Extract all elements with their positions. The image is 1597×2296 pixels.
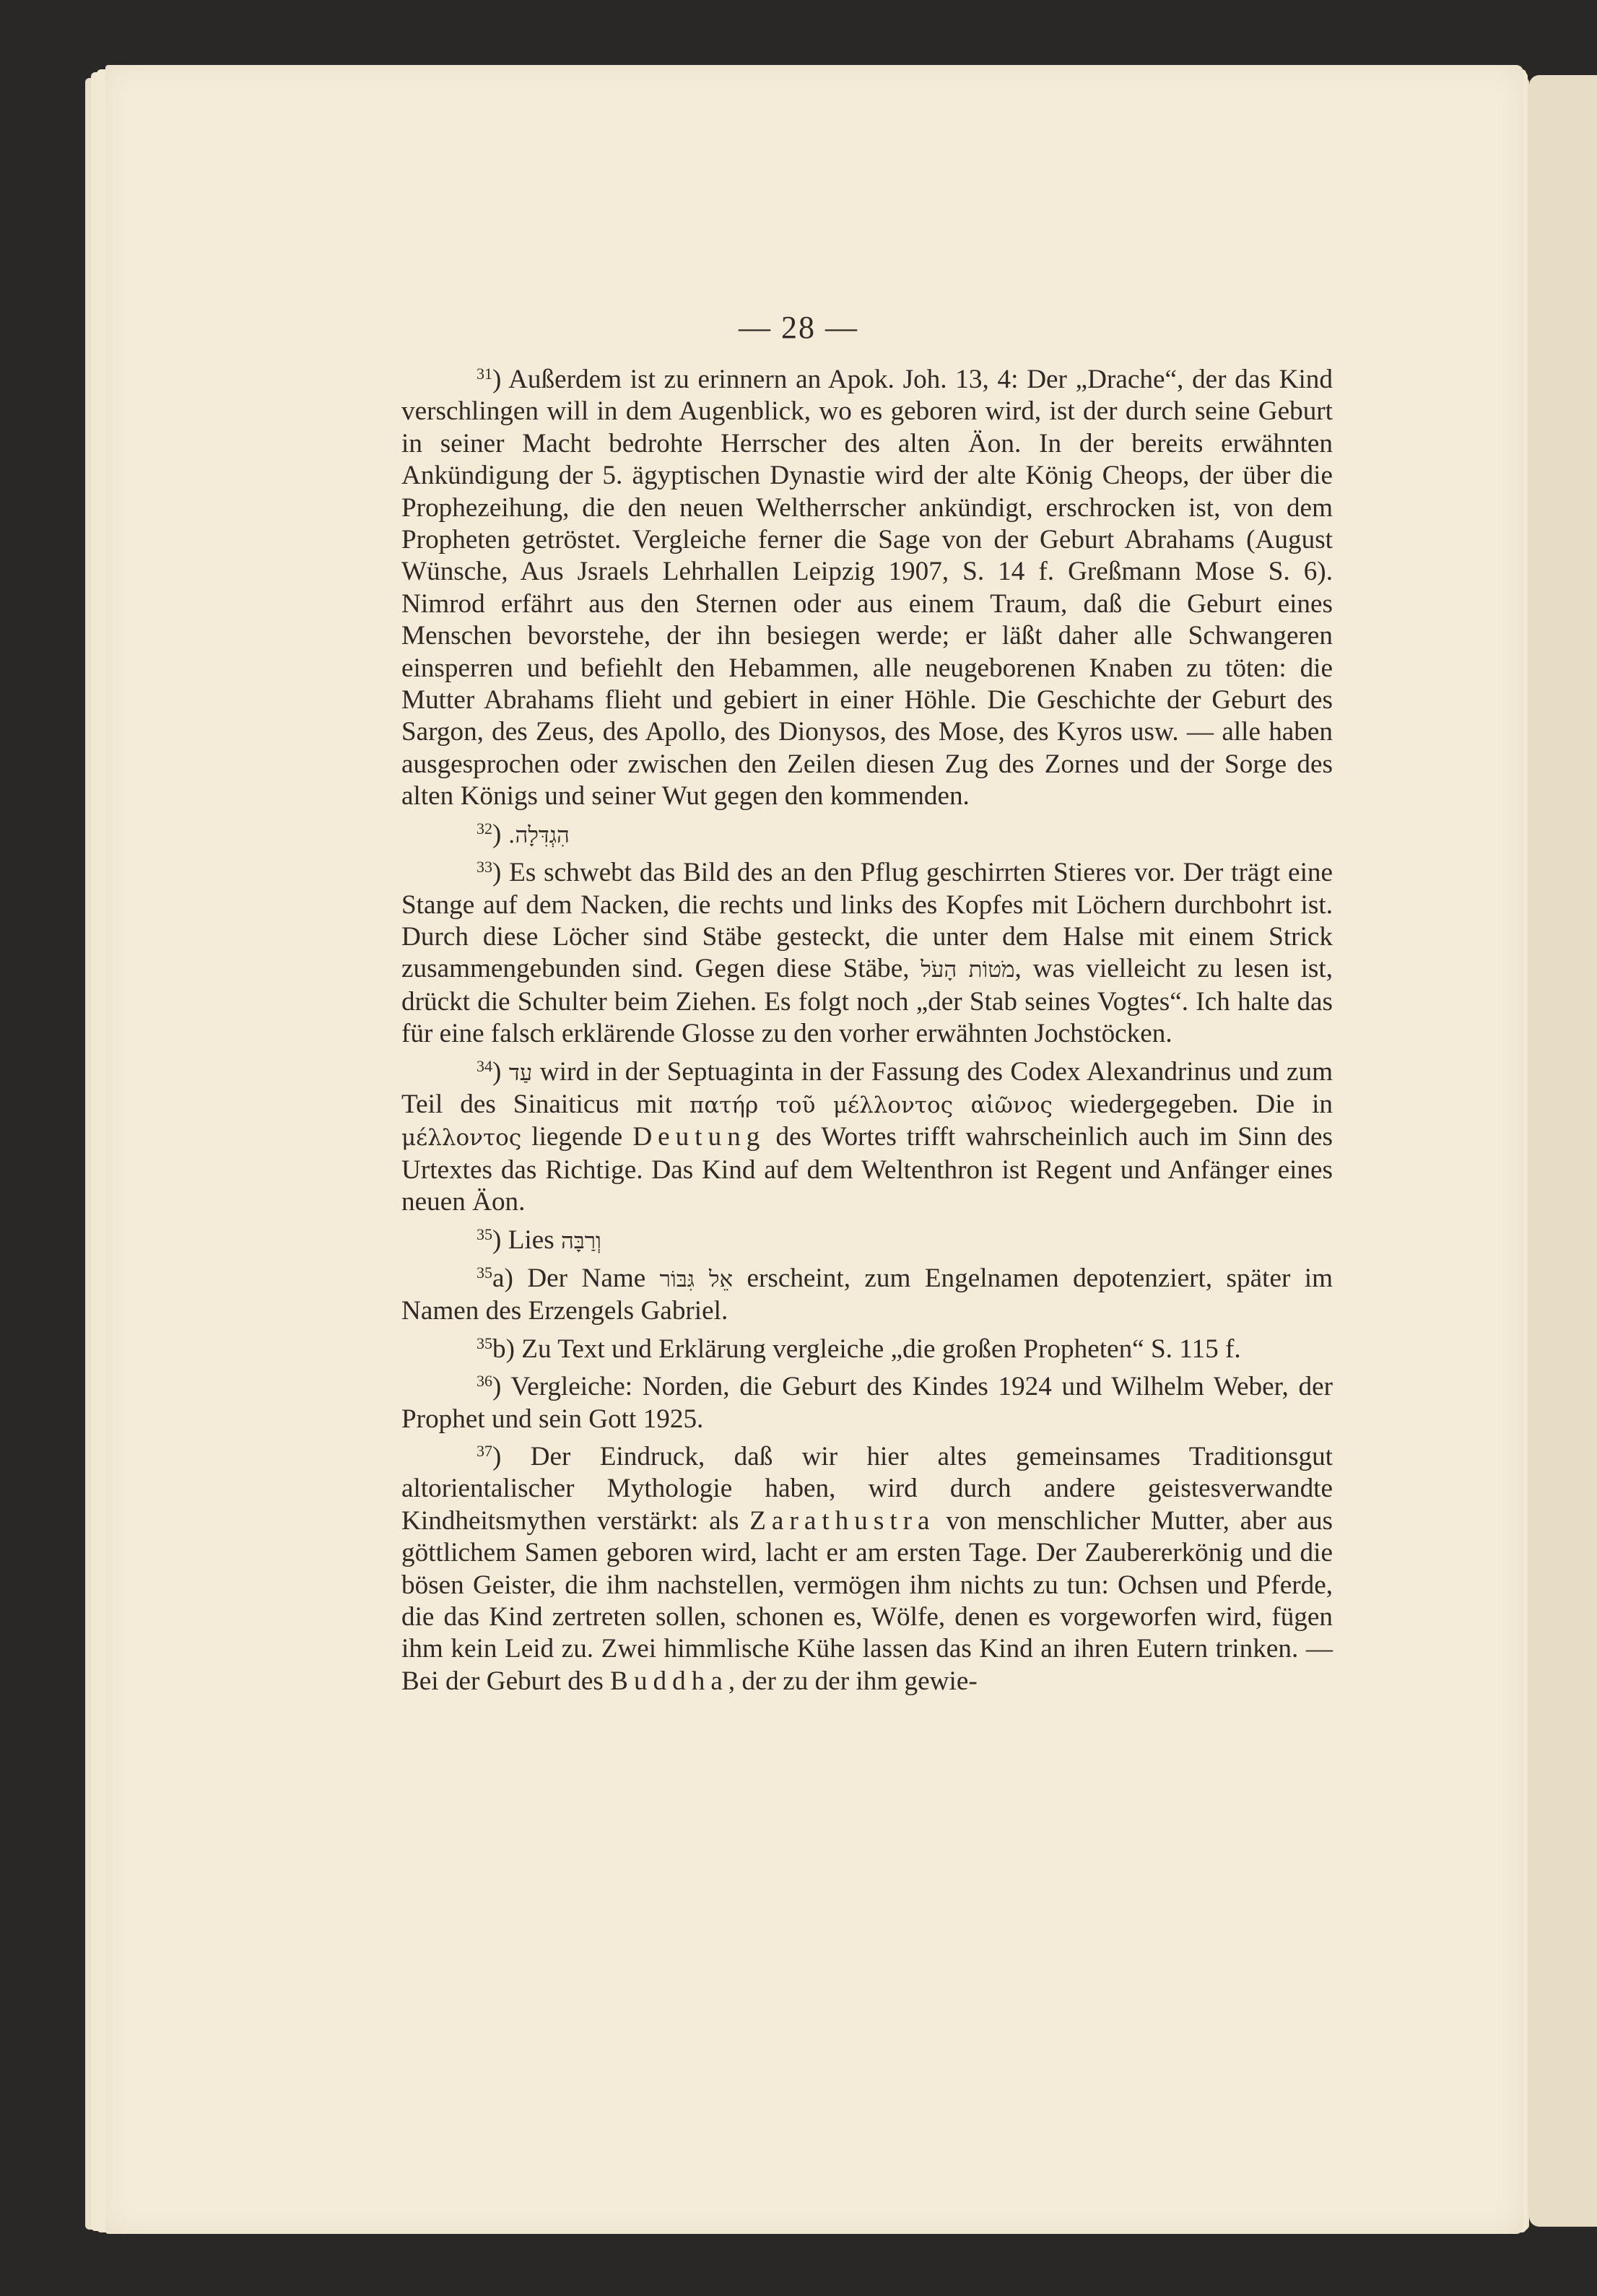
footnote-text: wird in der Septuaginta in der Fassung des Codex Alexandrinus und zum Teil des Sinaiticus mit bbox=[401, 1056, 1333, 1119]
footnotes bbox=[401, 364, 1333, 1703]
footnote-marker: 33 bbox=[477, 858, 492, 877]
footnote-suffix: a bbox=[492, 1263, 505, 1293]
footnote-text: des Wortes trifft wahrscheinlich auch im Sinn des Urtextes das Richtige. Das Kind auf dem Weltenthron ist Regent und Anfänger eines neuen Äon. bbox=[401, 1122, 1333, 1217]
footnote-text: Vergleiche: Norden, die Geburt des Kindes 1924 und Wilhelm Weber, der Prophet und sein Gott 1925. bbox=[401, 1372, 1333, 1434]
hebrew-word: אֵל גִּבּוֹר bbox=[659, 1266, 734, 1292]
footnote-marker: 34 bbox=[477, 1056, 492, 1075]
greek-phrase: πατήρ τοῦ μέλλοντος αἰῶνος bbox=[689, 1092, 1053, 1118]
page-number: — 28 — bbox=[739, 310, 858, 345]
footnote-34: $^{34}$) עַד wird in der Septuaginta in der Fassung des Codex Alexandrinus und zum Teil des Sinaiticus mit πατήρ τοῦ μέλλοντος αἰῶνος wiedergegeben. Die in μέλλοντος liegende Deutung des Wortes trifft wahrscheinlich auch im Sinn des Urtextes das Richtige. Das Kind auf dem Weltenthron ist Regent und Anfänger eines neuen Äon. bbox=[401, 1056, 1333, 1217]
footnote-text: Es schwebt das Bild des an den Pflug geschirrten Stieres vor. Der trägt eine Stange auf dem Nacken, die rechts und links des Kopfes mit Löchern durchbohrt ist. Durch diese Löcher sind Stäbe gesteckt, die unter dem Halse mit einem Strick zusammengebunden sind. Gegen diese Stäbe, bbox=[401, 858, 1333, 984]
footnote-text: , der zu der ihm gewie- bbox=[728, 1666, 978, 1696]
footnote-32: $^{32}$) הִגְדִּלָה. bbox=[477, 819, 570, 849]
footnote-37: $^{37}$) Der Eindruck, daß wir hier altes gemeinsames Traditionsgut altorientalischer Mythologie haben, wird durch andere geistesverwandte Kindheitsmythen verstärkt: als Zarathustra von menschlicher Mutter, aber aus göttlichem Samen geboren wird, lacht er am ersten Tage. Der Zaubererkönig und die bösen Geister, die ihm nachstellen, vermögen ihm nichts zu tun: Ochsen und Pferde, die das Kind zertreten sollen, schonen es, Wölfe, denen es vorgeworfen wird, fügen ihm kein Leid zu. Zwei himmlische Kühe lassen das Kind an ihren Eutern trinken. — Bei der Geburt des Buddha, der zu der ihm gewie- bbox=[401, 1442, 1333, 1696]
greek-word: μέλλοντος bbox=[401, 1125, 522, 1152]
footnote-marker: 35 bbox=[477, 1225, 492, 1243]
footnote-35b: $^{35}$b) Zu Text und Erklärung vergleiche „die großen Propheten“ S. 115 f. bbox=[477, 1334, 1241, 1364]
hebrew-word: הִגְדִּלָה. bbox=[508, 822, 570, 848]
facing-page-edge bbox=[1529, 75, 1597, 2227]
footnote-text: erscheint, zum Engelnamen depotenziert, später im Namen des Erzengels Gabriel. bbox=[401, 1263, 1333, 1326]
footnote-33: $^{33}$) Es schwebt das Bild des an den Pflug geschirrten Stieres vor. Der trägt eine Stange auf dem Nacken, die rechts und links des Kopfes mit Löchern durchbohrt ist. Durch diese Löcher sind Stäbe gesteckt, die unter dem Halse mit einem Strick zusammengebunden sind. Gegen diese Stäbe, מֹטוֹת הָעֹל, was vielleicht zu lesen ist, drückt die Schulter beim Ziehen. Es folgt noch „der Stab seines Vogtes“. Ich halte das für eine falsch erklärende Glosse zu den vorher erwähnten Jochstöcken. bbox=[401, 858, 1333, 1049]
hebrew-word: וְרַבָּה bbox=[561, 1227, 601, 1254]
footnote-text: Lies bbox=[508, 1225, 554, 1255]
footnote-36: $^{36}$) Vergleiche: Norden, die Geburt des Kindes 1924 und Wilhelm Weber, der Prophet und sein Gott 1925. bbox=[401, 1372, 1333, 1434]
footnote-35: $^{35}$) Lies וְרַבָּה bbox=[477, 1225, 601, 1255]
footnote-text: Der Eindruck, daß wir hier altes gemeinsames Traditionsgut altorientalischer Mythologie haben, wird durch andere geistesverwandte Kindheitsmythen verstärkt: als bbox=[401, 1442, 1333, 1536]
spaced-emphasis: Buddha bbox=[610, 1666, 728, 1696]
footnote-35a: $^{35}$a) Der Name אֵל גִּבּוֹר erscheint, zum Engelnamen depotenziert, später im Namen des Erzengels Gabriel. bbox=[401, 1263, 1333, 1326]
footnote-marker: 36 bbox=[477, 1372, 492, 1391]
footnote-marker: 35 bbox=[477, 1263, 492, 1282]
spaced-emphasis: Deutung bbox=[632, 1122, 766, 1152]
footnote-text: wiedergegeben. Die in bbox=[1069, 1089, 1333, 1119]
hebrew-word: עַד bbox=[508, 1059, 533, 1086]
footnote-marker: 37 bbox=[477, 1442, 492, 1460]
hebrew-word: מֹטוֹת הָעֹל bbox=[921, 957, 1015, 983]
footnote-31: $^{31}$) Außerdem ist zu erinnern an Apok. Joh. 13, 4: Der „Drache“, der das Kind verschlingen will in dem Augenblick, wo es geboren wird, ist der durch seine Geburt in seiner Macht bedrohte Herrscher des alten Äon. In der bereits erwähnten Ankündigung der 5. ägyptischen Dynastie wird der alte König Cheops, der über die Prophezeihung, die den neuen Weltherrscher ankündigt, erschrocken ist, von dem Propheten getröstet. Vergleiche ferner die Sage von der Geburt Abrahams (August Wünsche, Aus Jsraels Lehrhallen Leipzig 1907, S. 14 f. Greßmann Mose S. 6). Nimrod erfährt aus den Sternen oder aus einem Traum, daß die Geburt eines Menschen bevorstehe, der ihn besiegen werde; er läßt daher alle Schwangeren einsperren und befiehlt den Hebammen, alle neugeborenen Knaben zu töten: die Mutter Abrahams flieht und gebiert in einer Höhle. Die Geschichte der Geburt des Sargon, des Zeus, des Apollo, des Dionysos, des Mose, des Kyros usw. — alle haben ausgesprochen oder zwischen den Zeilen diesen Zug des Zornes und der Sorge des alten Königs und seiner Wut gegen den kommenden. bbox=[401, 365, 1333, 812]
footnote-text: Zu Text und Erklärung vergleiche „die großen Propheten“ S. 115 f. bbox=[521, 1334, 1241, 1364]
spaced-emphasis: Zarathustra bbox=[749, 1505, 936, 1536]
footnote-text: Der Name bbox=[527, 1263, 646, 1293]
footnote-marker: 35 bbox=[477, 1334, 492, 1352]
footnote-text: Außerdem ist zu erinnern an Apok. Joh. 13, 4: Der „Drache“, der das Kind verschlingen will in dem Augenblick, wo es geboren wird, ist der durch seine Geburt in seiner Macht bedrohte Herrscher des alten Äon. In der bereits erwähnten Ankündigung der 5. ägyptischen Dynastie wird der alte König Cheops, der über die Prophezeihung, die den neuen Weltherrscher ankündigt, erschrocken ist, von dem Propheten getröstet. Vergleiche ferner die Sage von der Geburt Abrahams (August Wünsche, Aus Jsraels Lehrhallen Leipzig 1907, S. 14 f. Greßmann Mose S. 6). Nimrod erfährt aus den Sternen oder aus einem Traum, daß die Geburt eines Menschen bevorstehe, der ihn besiegen werde; er läßt daher alle Schwangeren einsperren und befiehlt den Hebammen, alle neugeborenen Knaben zu töten: die Mutter Abrahams flieht und gebiert in einer Höhle. Die Geschichte der Geburt des Sargon, des Zeus, des Apollo, des Dionysos, des Mose, des Kyros usw. — alle haben ausgesprochen oder zwischen den Zeilen diesen Zug des Zornes und der Sorge des alten Königs und seiner Wut gegen den kommenden. bbox=[401, 365, 1333, 812]
footnote-text: , was vielleicht zu lesen ist, drückt die Schulter beim Ziehen. Es folgt noch „der Stab seines Vogtes“. Ich halte das für eine falsch erklärende Glosse zu den vorher erwähnten Jochstöcken. bbox=[401, 954, 1333, 1049]
footnote-suffix: b bbox=[492, 1334, 506, 1364]
footnote-text: liegende bbox=[531, 1122, 623, 1152]
footnote-marker: 32 bbox=[477, 819, 492, 838]
footnote-marker: 31 bbox=[477, 365, 492, 383]
footnote-text: von menschlicher Mutter, aber aus göttlichem Samen geboren wird, lacht er am ersten Tage. Der Zaubererkönig und die bösen Geister, die ihm nachstellen, vermögen ihm nichts zu tun: Ochsen und Pferde, die das Kind zertreten sollen, schonen es, Wölfe, denen es vorgeworfen wird, fügen ihm kein Leid zu. Zwei himmlische Kühe lassen das Kind an ihren Eutern trinken. — Bei der Geburt des bbox=[401, 1505, 1333, 1696]
